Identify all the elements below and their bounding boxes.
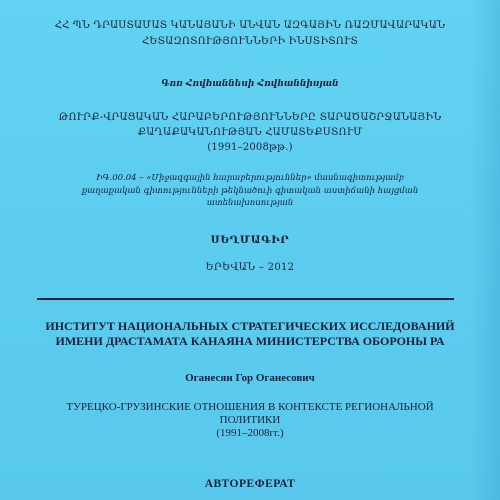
- armenian-specialty-text: [55, 172, 445, 210]
- armenian-thesis-title: [20, 110, 480, 155]
- armenian-title-line-2: ՔԱՂԱՔԱԿԱՆՈՒԹՅԱՆ ՀԱՄԱՏԵՔՍՏՈՒՄ: [137, 127, 363, 138]
- russian-thesis-title: [20, 401, 480, 440]
- russian-title-line-2: ПОЛИТИКИ: [219, 414, 281, 426]
- armenian-title-years: (1991–2008թթ.): [207, 142, 293, 153]
- armenian-spec-line-2: քաղաքական գիտությունների թեկնածուի գիտական աստիճանի հայցման: [81, 185, 419, 196]
- armenian-title-line-1: ԹՈՒՐՔ-ՎՐԱՑԱԿԱՆ ՀԱՐԱԲԵՐՈՒԹՅՈՒՆՆԵՐԸ ՏԱՐԱԾԱՇՐՋԱՆԱՅԻՆ: [58, 112, 442, 123]
- armenian-institute-header: [20, 18, 480, 50]
- russian-title-line-1: ТУРЕЦКО-ГРУЗИНСКИЕ ОТНОШЕНИЯ В КОНТЕКСТЕ РЕГИОНАЛЬНОЙ: [66, 401, 434, 413]
- armenian-author-name: Գոռ Հովհաննեսի Հովհաննիսյան: [161, 79, 339, 89]
- armenian-city-year: ԵՐԵՎԱՆ – 2012: [205, 262, 295, 273]
- armenian-institute-line-2: ՀԵՏԱԶՈՏՈՒԹՅՈՒՆՆԵՐԻ ԻՆՍՏԻՏՈՒՏ: [141, 36, 358, 47]
- armenian-institute-line-1: ՀՀ ՊՆ ԴՐԱՍՏԱՄԱՏ ԿԱՆԱՅԱՆԻ ԱՆՎԱՆ ԱԶԳԱՅԻՆ ՌԱԶՄԱՎԱՐԱԿԱՆ: [54, 20, 446, 31]
- armenian-spec-line-3: ատենախոսության: [206, 198, 294, 208]
- armenian-spec-line-1: ԻԳ.00.04 – «Միջազգային հարաբերություններ» մասնագիտությամբ: [96, 173, 404, 183]
- russian-author-name: Оганесян Гор Оганесович: [185, 372, 315, 384]
- russian-title-years: (1991–2008гг.): [216, 427, 284, 439]
- russian-institute-line-1: ИНСТИТУТ НАЦИОНАЛЬНЫХ СТРАТЕГИЧЕСКИХ ИССЛЕДОВАНИЙ: [45, 319, 455, 333]
- russian-institute-line-2: ИМЕНИ ДРАСТАМАТА КАНАЯНА МИНИСТЕРСТВА ОБОРОНЫ РА: [55, 334, 445, 348]
- section-divider: [37, 298, 454, 300]
- russian-institute-header: [20, 319, 480, 349]
- russian-document-kind: АВТОРЕФЕРАТ: [204, 478, 296, 490]
- armenian-document-kind: ՍԵՂՄԱԳԻՐ: [210, 234, 290, 246]
